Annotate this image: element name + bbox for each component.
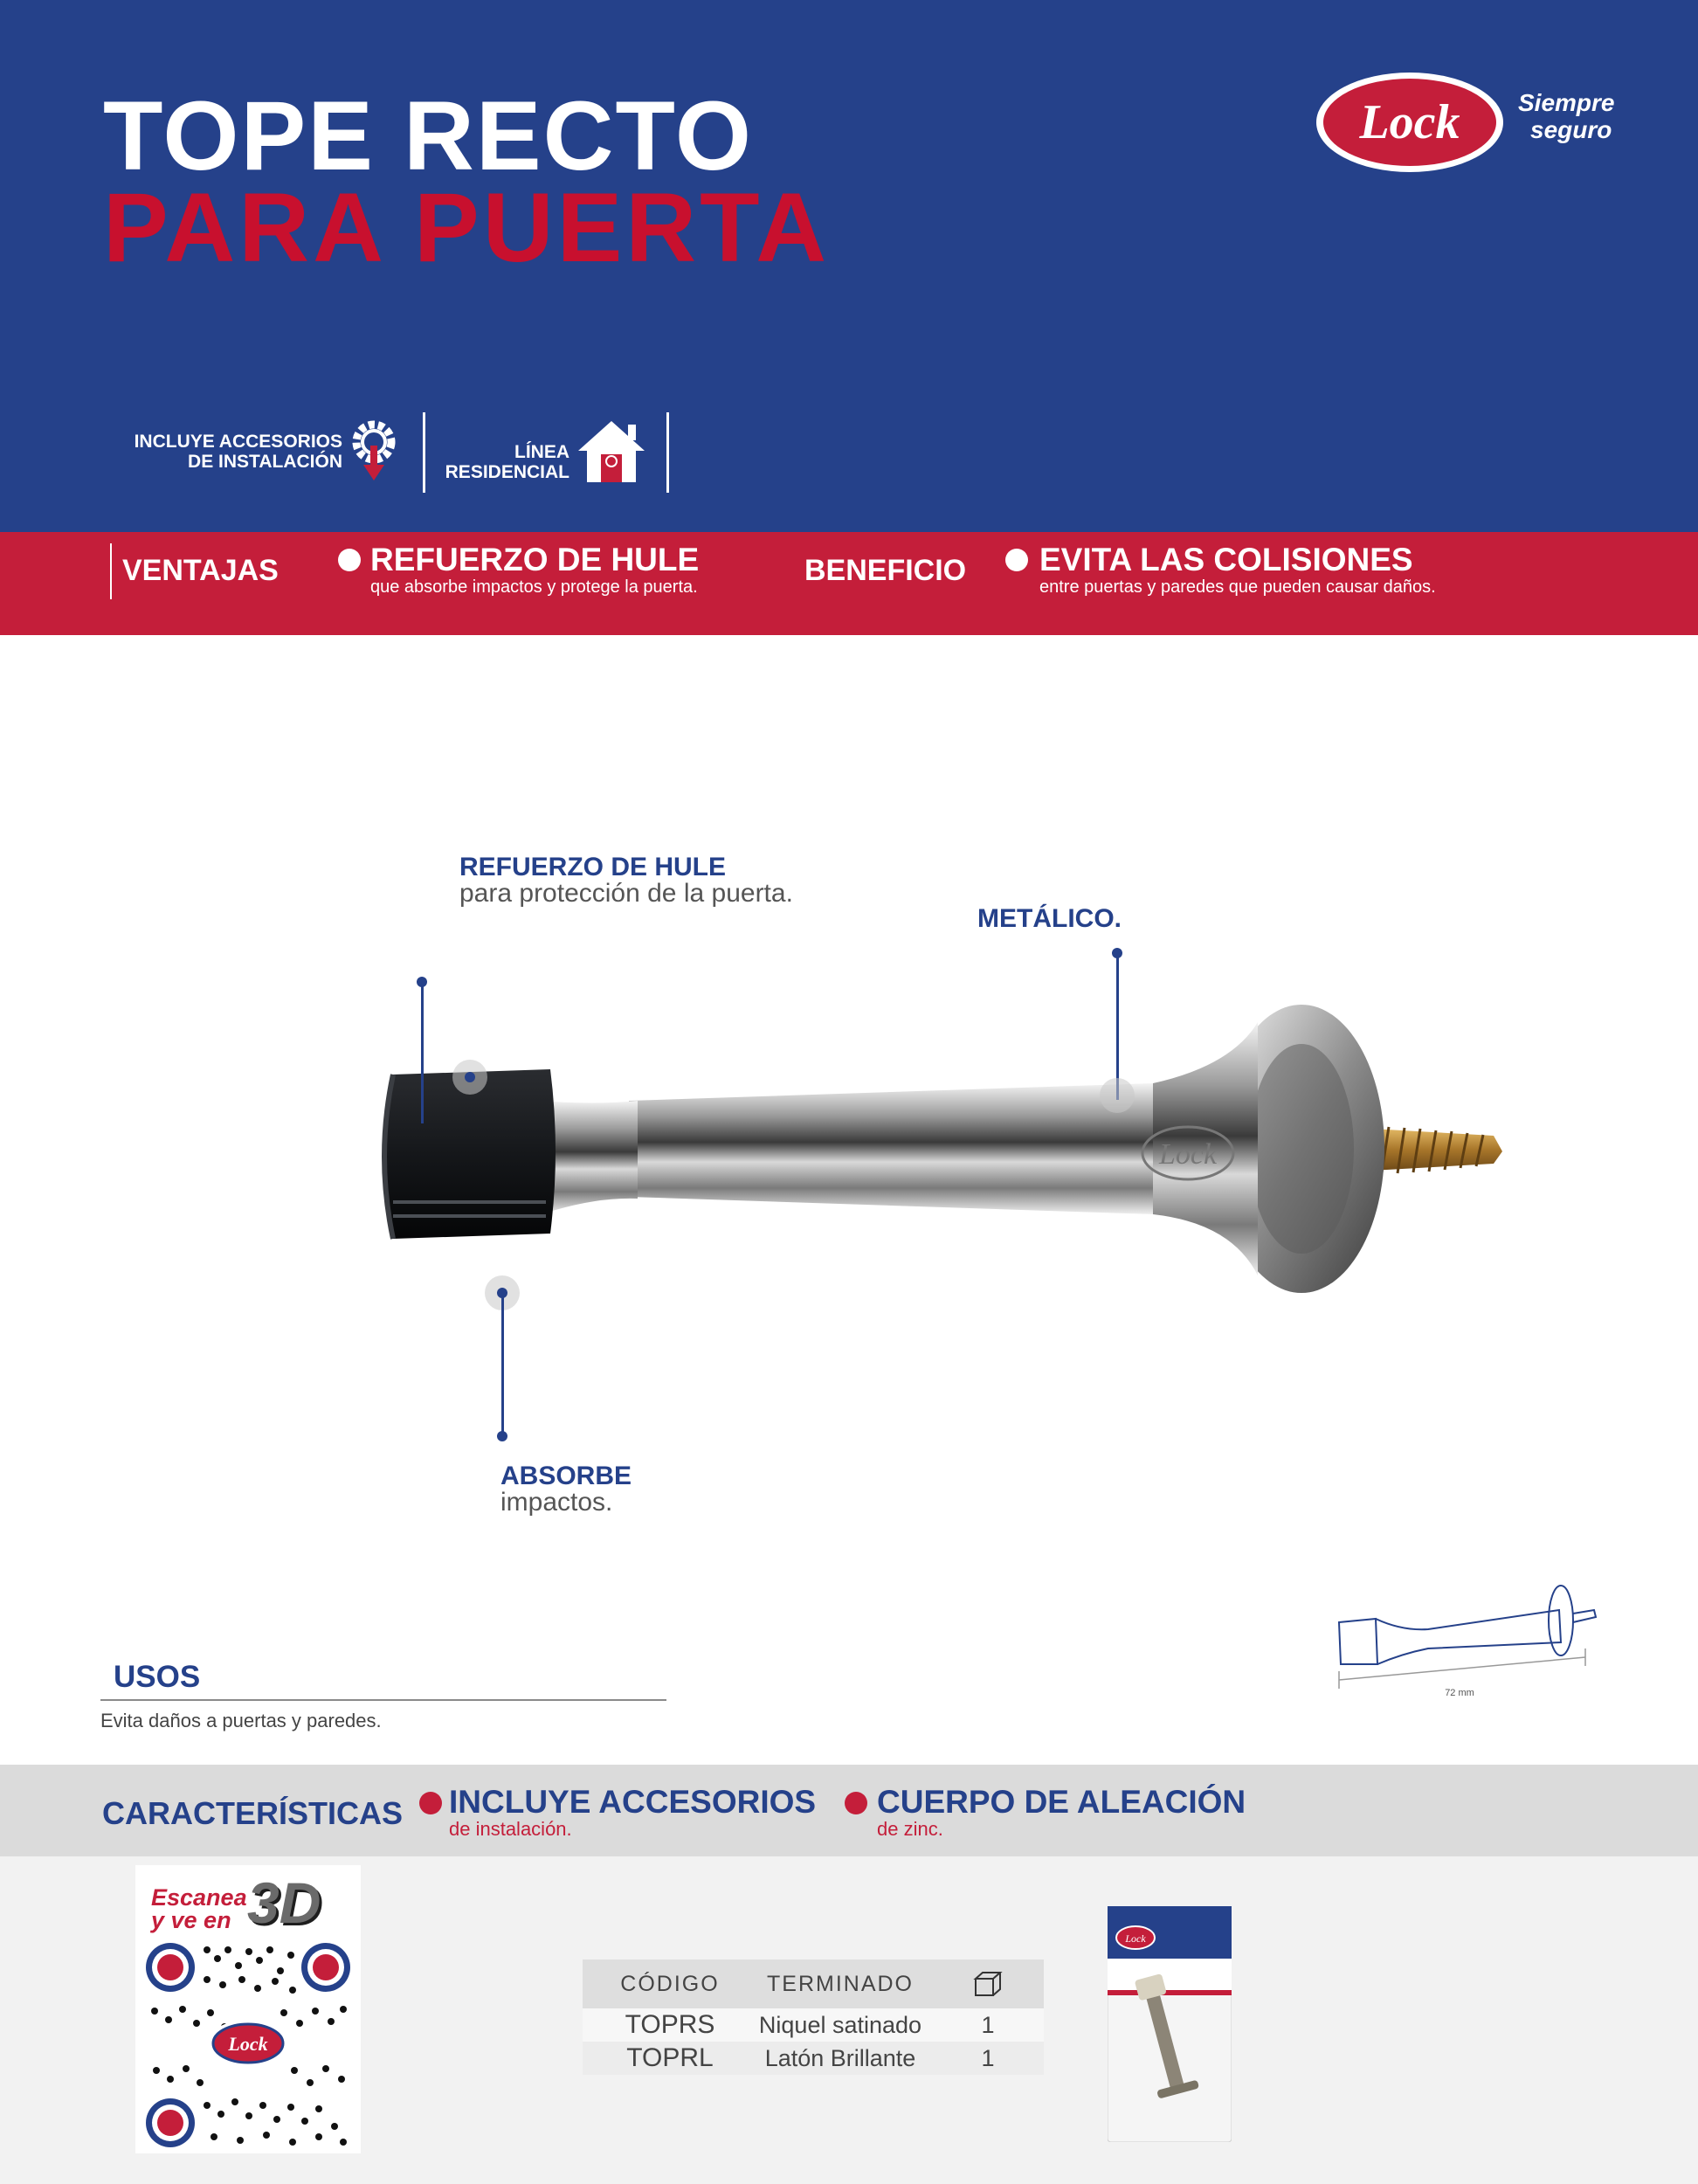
table-row — [583, 2008, 1044, 2042]
product-image-door-stopper — [367, 996, 1537, 1328]
qr-3d-label: 3D — [247, 1870, 321, 1935]
feature1-bullet — [419, 1792, 442, 1814]
header-terminado: TERMINADO — [767, 1971, 914, 1996]
callout-rubber-subtitle: para protección de la puerta. — [459, 879, 793, 908]
house-icon — [576, 418, 646, 484]
beneficio-subtitle: entre puertas y paredes que pueden causar daños. — [1039, 577, 1436, 597]
qr-code[interactable] — [144, 1939, 352, 2147]
feature2-bullet — [845, 1792, 867, 1814]
ventaja-title: REFUERZO DE HULE — [370, 542, 700, 577]
feature2-title: CUERPO DE ALEACIÓN — [877, 1784, 1246, 1820]
banner-divider — [110, 543, 112, 599]
usos-underline — [100, 1699, 666, 1701]
beneficio-title: EVITA LAS COLISIONES — [1039, 542, 1413, 577]
beneficio-bullet — [1005, 549, 1028, 571]
product-table — [583, 1959, 1044, 2075]
features-label: CARACTERÍSTICAS — [102, 1795, 404, 1831]
feature1-subtitle: de instalación. — [449, 1818, 572, 1840]
badge-accessories-line1: INCLUYE ACCESORIOS — [134, 432, 342, 452]
row1-code: TOPRS — [625, 2010, 715, 2039]
feature1-title: INCLUYE ACCESORIOS — [449, 1784, 817, 1820]
row2-qty: 1 — [981, 2044, 995, 2071]
usos-text: Evita daños a puertas y paredes. — [100, 1710, 382, 1731]
qr-scan-line2: y ve en — [151, 1907, 231, 1933]
callout-absorb-subtitle: impactos. — [500, 1488, 613, 1517]
ventajas-label: VENTAJAS — [122, 554, 279, 587]
badge-divider-2 — [666, 412, 669, 493]
title-line-2: PARA PUERTA — [103, 173, 831, 282]
badge-residential-line2: RESIDENCIAL — [445, 462, 569, 483]
ventaja-subtitle: que absorbe impactos y protege la puerta. — [370, 577, 698, 597]
row1-finish: Niquel satinado — [758, 2011, 922, 2038]
box-icon — [932, 1959, 1044, 2008]
callout-absorb-title: ABSORBE — [500, 1462, 632, 1490]
tagline-line-2: seguro — [1530, 116, 1612, 143]
callout-absorb-line — [501, 1293, 504, 1434]
badge-accessories — [105, 432, 342, 472]
badge-accessories-line2: DE INSTALACIÓN — [188, 452, 342, 473]
tagline-line-1: Siempre — [1518, 89, 1615, 116]
package-logo-text: Lock — [1125, 1932, 1146, 1945]
table-row — [583, 2042, 1044, 2075]
callout-rubber-line — [421, 982, 424, 1123]
badge-residential-line1: LÍNEA — [514, 442, 569, 462]
beneficio-label: BENEFICIO — [804, 554, 967, 587]
row1-qty: 1 — [981, 2011, 995, 2038]
badge-residential — [437, 442, 569, 482]
dimension-drawing — [1332, 1577, 1603, 1704]
qr-scan-line1: Escanea — [151, 1884, 247, 1911]
table-header-row — [583, 1959, 1044, 2008]
lock-logo — [1315, 71, 1505, 174]
packaged-product-image — [1108, 1906, 1232, 2142]
badge-divider-1 — [423, 412, 425, 493]
header-codigo: CÓDIGO — [620, 1971, 720, 1996]
callout-metal-marker — [1100, 1078, 1135, 1113]
row2-finish: Latón Brillante — [764, 2044, 916, 2071]
gear-install-icon — [348, 414, 400, 489]
title-line-1: TOPE RECTO — [103, 81, 754, 190]
product-embossed-logo: Lock — [1158, 1138, 1218, 1171]
feature2-subtitle: de zinc. — [877, 1818, 943, 1840]
qr-card[interactable] — [135, 1865, 361, 2153]
logo-text: Lock — [1359, 95, 1460, 149]
callout-rubber-marker-dot — [465, 1072, 475, 1082]
dimension-label: 72 mm — [1445, 1688, 1474, 1698]
ventaja-bullet — [338, 549, 361, 571]
callout-rubber-title: REFUERZO DE HULE — [459, 853, 727, 881]
callout-absorb-dot — [497, 1431, 507, 1441]
qr-logo-text: Lock — [228, 2033, 268, 2055]
row2-code: TOPRL — [626, 2043, 714, 2072]
usos-title: USOS — [114, 1660, 201, 1694]
callout-metal-title: METÁLICO. — [977, 904, 1122, 933]
